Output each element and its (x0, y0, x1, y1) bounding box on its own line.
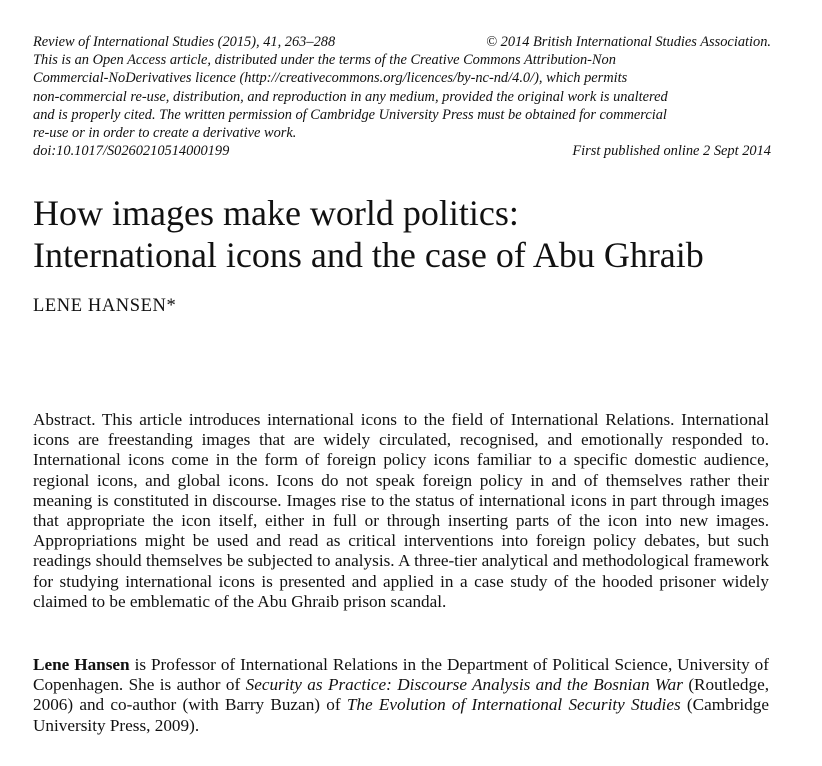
doi: doi:10.1017/S0260210514000199 (33, 143, 230, 160)
title-line: International icons and the case of Abu Ghraib (33, 235, 704, 275)
bio-name: Lene Hansen (33, 655, 130, 674)
bio-book-title: Security as Practice: Discourse Analysis and the Bosnian War (245, 675, 683, 695)
copyright-notice: © 2014 British International Studies Association. (486, 34, 771, 50)
journal-citation: Review of International Studies (2015), 41, 263–288 (33, 34, 336, 50)
author-name: LENE HANSEN* (33, 296, 177, 316)
citation-line (33, 33, 771, 51)
license-line: and is properly cited. The written permission of Cambridge University Press must be obtained for commercial (33, 106, 667, 123)
bio-text: (Routledge, 2006) and co-author (with Barry Buzan) of (33, 675, 770, 715)
abstract: Abstract. This article introduces international icons to the field of International Relations. International icons are freestanding images that are widely circulated, recognised, and emotionally responded to. International icons come in the form of foreign policy icons familiar to a specific domestic audience, regional icons, and global icons. Icons do not speak foreign policy in and of themselves rather their meaning is constituted in discourse. Images rise to the status of international icons in part through images that appropriate the icon itself, either in full or through inserting parts of the icon into new images. Appropriations might be used and read as critical interventions into foreign policy debates, but such readings should themselves be subjected to analysis. A three-tier analytical and methodological framework for studying international icons is presented and applied in a case study of the hooded prisoner widely claimed to be emblematic of the Abu Ghraib prison scandal. (33, 410, 769, 611)
bio-text: (Cambridge University Press, 2009). (33, 695, 769, 735)
doi-line (33, 142, 771, 160)
bio-book-title: The Evolution of International Security Studies (346, 695, 681, 715)
bio-text: is Professor of International Relations in the Department of Political Science, University of Copenhagen. She is author of (33, 655, 769, 695)
license-line: This is an Open Access article, distributed under the terms of the Creative Commons Attribution-Non (33, 52, 616, 69)
license-line: Commercial-NoDerivatives licence (http://creativecommons.org/licences/by-nc-nd/4.0/), which permits (33, 70, 628, 87)
title-line: How images make world politics: (33, 193, 519, 233)
published-date: First published online 2 Sept 2014 (572, 143, 771, 160)
article-title (33, 192, 793, 276)
license-line: re-use or in order to create a derivative work. (33, 125, 297, 142)
journal-header (33, 33, 771, 160)
license-line: non-commercial re-use, distribution, and reproduction in any medium, provided the original work is unaltered (33, 88, 668, 105)
author-bio (33, 655, 769, 736)
